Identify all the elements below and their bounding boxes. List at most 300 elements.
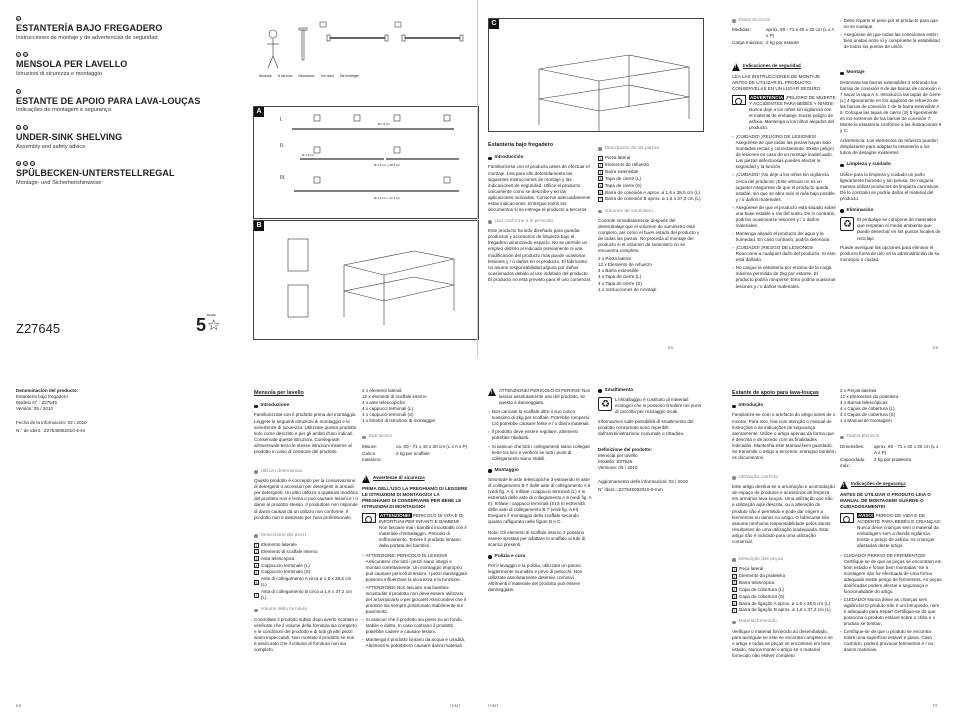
- bullet-item: [732, 172, 836, 202]
- cover-title: ESTANTE DE APOIO PARA LAVA-LOUÇAS: [16, 95, 201, 106]
- es-intro-text: Familiarícese con el producto antes de efectuar el montaje. Lea para ello detenidamente las siguientes instrucciones de montaje y las indicaciones de seguridad. Utilice el producto únicamente como se describe y en las aplicaciones indicadas. Conserve adecuadamente estas indicaciones. Entregue todos los documentos si se entrega el producto a terceros.: [488, 164, 591, 212]
- child-warning-icon: [362, 513, 376, 523]
- part-name: Barra de conexión B aprox. ø 1,6 x 37,2 cm (L): [605, 196, 701, 202]
- part-row: [598, 162, 702, 168]
- cover-subtitle: Indicações de montagem e segurança: [16, 107, 111, 114]
- list-bullet-icon: ▫: [488, 409, 490, 415]
- part-number: 5: [255, 570, 258, 575]
- list-bullet-icon: ▫: [732, 172, 734, 178]
- it-parts-heading: [254, 533, 358, 539]
- model-number: Z27645: [16, 321, 61, 336]
- tech-row: [840, 444, 942, 456]
- part-number: 2: [599, 163, 602, 168]
- es-disp-h: Eliminación: [846, 208, 874, 214]
- it-disp-text-2: Informazioni sulle possibilità di smaltimento del prodotto consumato sono reperibili dall'amministrazione comunale o cittadina.: [598, 418, 694, 436]
- es-mount-text: Desmonte las barras extensibles 3 retirando las barras de conexión 6 de las barras de conexión A 7 sacar la tapa A 4. Introduzca las tapas de cierre (L) 4 ligeramente en los agujeros de refuerzo de las barras de conexión 1 de la barra extensible A 6. Coloque las tapas de cierre (S) 5 ligeramente en los extremos de las barras de conexión 7. Monte la estantería conforme a las ilustraciones II y C.: [840, 79, 942, 134]
- flag-icons: [16, 89, 244, 94]
- part-number: 4: [255, 564, 258, 569]
- it-disp-heading: [598, 388, 702, 394]
- part-name: Peça lateral: [739, 566, 764, 572]
- supply-item: 2 x Peças laterais: [840, 388, 877, 393]
- part-row: [732, 580, 836, 586]
- bullet-text: Asegúrese de que todas las conexiones estén bien unidas entre sí y compruebe la estabilidad de todos los puntos de unión.: [843, 32, 940, 50]
- bullet-item: [488, 409, 594, 427]
- bullet-item: [840, 18, 942, 30]
- pt-supply-heading: [732, 619, 836, 625]
- part-number: 3: [733, 581, 736, 586]
- supply-item: 4 x Barra extensible: [598, 268, 639, 274]
- info-line: Versione: 05 / 2010: [598, 464, 638, 470]
- tools-caption: [259, 74, 359, 78]
- flag-icons: [16, 52, 244, 57]
- part-row: [254, 556, 358, 562]
- part-number: 2: [733, 574, 736, 579]
- bullet-text: CUIDADO! PERIGO DE FERIMENTOS! Certifique-se de que as peças se encontram em bom estado e foram bem montadas. Se a montagem não for efectuada de uma forma adequada existe perigo de ferimentos. As peças danificadas podem afectar a segurança e funcionalidade do artigo.: [843, 552, 942, 594]
- flag-icon: GB: [17, 125, 22, 130]
- part-row: [254, 576, 358, 588]
- pt-parts-heading: [732, 557, 836, 563]
- bullet-text: Debe repartir el peso por el producto para que no se vuelque.: [843, 18, 938, 30]
- part-number: 1: [733, 567, 736, 572]
- pt-supply-text: Verifique o material fornecido ao desembalado, para averiguar se este se encontra completo e se o artigo e todas as peças se encontram em bom estado. Nunca monte o artigo se o material fornecido não estiver completo.: [732, 628, 833, 659]
- pt-intro-text: Familiarize-se com o artefacto do artigo antes de o montar. Para isso, leia com atenção o manual de instruções e as indicações de segurança atentamente. Utilize o artigo apenas da forma que é descrita e de acordo com as finalidades indicadas. Mantenha este Manual bem guardado. Se transmitir o artigo a terceiros, entregue também os documentos.: [732, 412, 836, 460]
- it-mount-text: Smontate le aste telescopiche 3 estraendo le aste di collegamento B 7 dalle aste di collegamento A 6 (vedi fig. A I). Infilate i cappucci terminali (L) 4 in estremità delle aste di collegamento A 6 (vedi fig. A II). Infilate i cappucci terminali (S) 5 in estremità delle aste di collegamento B 7 (vedi fig. A III). Eseguire il montaggio dello scaffale secondo quanto raffigurato nelle figure B e C.: [488, 477, 592, 525]
- pt-safety-text: ANTES DE UTILIZAR O PRODUTO LEIA O MANUAL DE MONTAGEM! GUARDE-O CUIDADOSAMENTE!: [840, 491, 931, 510]
- part-name: Tapa de cierre (L): [605, 175, 642, 181]
- pt-child-label: AVISO!: [858, 513, 874, 519]
- recycle-icon: [598, 397, 612, 411]
- flag-icon: DE: [17, 162, 22, 166]
- page-number-b2: IT/MT: [450, 703, 461, 708]
- step-3: III.: [280, 175, 286, 181]
- part-name: Elemento de refuerzo: [605, 162, 649, 168]
- part-row: [254, 563, 358, 569]
- it-tech-heading: [362, 434, 468, 440]
- part-number: 7: [255, 593, 258, 598]
- it-col-1: [254, 388, 358, 655]
- es-note: Advertencia: Los elementos de refuerzo pueden desplazarse para adaptar la estantería a los tubos de desagüe existentes.: [840, 138, 938, 156]
- pt-intro-heading: [732, 403, 836, 409]
- es-supply-list: [598, 256, 702, 292]
- bullet-icon: [254, 405, 258, 409]
- it-info-heading: Definizione del prodotto:: [598, 446, 653, 452]
- bullet-icon: [598, 210, 602, 214]
- tool-caption-item: Sie benötigen: [339, 74, 360, 78]
- bullet-icon: [254, 534, 258, 538]
- tech-key: Dimensões:: [840, 443, 865, 449]
- tech-value: 2 kg per scaffale: [396, 450, 430, 456]
- bullet-icon: [840, 164, 844, 168]
- es-tech-heading: [732, 18, 836, 24]
- es-title: Estantería bajo fregadero: [488, 142, 554, 148]
- it-safety-heading: [362, 475, 468, 483]
- it-mount-h: Montaggio: [494, 467, 519, 473]
- es-safety-heading: [732, 63, 836, 71]
- es-child-text: ¡PELIGRO DE MUERTE Y ACCIDENTES PARA BEBÉS Y NIÑOS! Nunca deje a los niños sin vigilancia con el material de embalaje. Existe peligro de asfixia. Mantenga a los niños alejados del producto.: [749, 94, 836, 131]
- part-name: Elemento da prateleira: [739, 573, 786, 579]
- bullet-icon: [488, 157, 492, 161]
- bullet-item: [732, 134, 836, 170]
- supply-item: 4 x Barras telescópicas: [840, 400, 888, 406]
- supply-item: 4 x aste telescopiche: [362, 400, 405, 406]
- it-disp-h: Smaltimento: [604, 388, 634, 393]
- es-right-list: [840, 18, 942, 50]
- es-disp-text-2: Puede averiguar las opciones para eliminar el producto fuera de uso en la administración de su municipio o ciudad.: [840, 244, 940, 262]
- part-name: Cappuccio terminale (S): [261, 569, 311, 575]
- dim-4: Ø 1,6 cm: [302, 153, 315, 157]
- es-disp-heading: [840, 208, 942, 214]
- es-disp-block: [840, 217, 942, 241]
- tool-caption-item: Necesita: [259, 74, 272, 78]
- bullet-icon: [732, 558, 736, 562]
- list-bullet-icon: ▫: [732, 245, 734, 251]
- es-use-text: Este producto ha sido diseñado para guardar productos y accesorios de limpieza bajo el fregadero alcanzando espacio. No se permite un empleo distinto al indicado previamente ni una modificación del producto más puede ocasionar lesiones y / o daños en el producto. El fabricante no asume responsabilidad alguna por daños ocasionados debido al uso indebido del producto. El producto no está previsto para el uso comercial.: [488, 228, 592, 282]
- flag-icons: [16, 16, 244, 21]
- part-row: [732, 573, 836, 579]
- it-clean-h: Pulizia e cura: [494, 553, 526, 559]
- it-clean-heading: [488, 554, 594, 560]
- flag-icon: CH: [31, 162, 36, 166]
- list-bullet-icon: ▫: [840, 32, 842, 38]
- step-1: I.: [280, 117, 283, 123]
- bullet-icon: [598, 147, 602, 151]
- figure-c: [488, 18, 704, 132]
- part-number: 1: [599, 156, 602, 161]
- tech-value: 2 kg por estante: [766, 40, 799, 46]
- it-intro-h: Introduzione: [260, 403, 290, 409]
- bullet-icon: [732, 476, 736, 480]
- pt-col-2: [840, 388, 942, 656]
- es-parts-h: Descripción de las piezas: [604, 146, 659, 151]
- part-number: 5: [599, 184, 602, 189]
- it-info-ident: N° Ident.: Z27645052010-5-mm: [598, 487, 663, 493]
- part-number: 6: [733, 602, 736, 607]
- it-use-h: Utilizzo determinato: [260, 468, 303, 474]
- figure-c-label: C: [489, 19, 499, 29]
- dim-2: Ø 1,6 cm x 38,5 cm: [374, 163, 401, 167]
- page-number-b4: PT: [933, 703, 939, 708]
- part-name: Barra telescópica: [739, 579, 775, 585]
- es-info: [16, 388, 122, 436]
- es-col-1: [488, 140, 592, 285]
- bullet-item: [840, 553, 942, 595]
- tech-row: [732, 27, 836, 39]
- part-number: 4: [733, 588, 736, 593]
- supply-item: 1 x Manual de montagem: [840, 418, 892, 424]
- cover-subtitle: Istruzioni di sicurezza e montaggio: [16, 71, 102, 78]
- page-divider-top: [477, 0, 478, 358]
- info-line: Estantería bajo fregadero: [16, 394, 68, 400]
- es-supply-text: Controle inmediatamente después del desembalaje que el volumen de suministro esté completo, así como el buen estado del producto y de todas las piezas. No proceda al montaje del producto si el volumen de suministro no se encuentra completo.: [598, 217, 700, 254]
- es-supply-heading: [598, 209, 702, 215]
- flag-icon: IT: [17, 53, 20, 58]
- bullet-icon: [488, 220, 492, 224]
- pt-tech-heading: [840, 434, 942, 440]
- bullet-icon: [732, 621, 736, 625]
- pt-col-1: [732, 388, 836, 661]
- supply-item: 12 x Elementos da prateleira: [840, 394, 899, 400]
- it-info-list: [598, 453, 702, 471]
- bullet-text: ATTENZIONE! Non lasciare mai bambini incustoditi! Il prodotto non deve essere utilizzato per arrampicarsi o per giocare! Assicuratevi che il prodotto sia sempre posizionato stabilmente sul pavimento.: [365, 584, 466, 615]
- part-name: Barra de ligação A aprox. ø 1,6 x 38,5 cm (L): [739, 600, 831, 606]
- supply-item: 4 x Capas de cobertura (L): [840, 406, 895, 412]
- it-supply-h: Volume della fornitura: [260, 607, 307, 613]
- supply-item: 4 x cappucci terminali (S): [362, 412, 414, 418]
- part-name: Barra de conexión A aprox. ø 1,6 x 38,5 cm (L): [605, 189, 700, 195]
- part-name: Barra de ligação B aprox. ø 1,6 x 37,2 cm (L): [739, 607, 831, 613]
- part-row: [598, 169, 702, 175]
- flag-icon: MT: [24, 125, 29, 130]
- tech-row: [362, 451, 468, 463]
- tech-value: aprox. 60 - 71 x 40 x 30 cm (L x A x P): [874, 443, 939, 455]
- page-number-b1: ES: [16, 703, 22, 708]
- es-safety-list: [732, 134, 836, 290]
- list-bullet-icon: ▫: [732, 204, 734, 210]
- pt-title: Estante de apoio para lava-louças: [732, 390, 819, 396]
- it-col-2: [362, 388, 468, 651]
- supply-item: 4 x Capas de cobertura (S): [840, 412, 896, 418]
- es-child-label: ADVERTENCIA: [750, 94, 784, 100]
- tech-row: [732, 40, 836, 46]
- list-bullet-icon: ▫: [840, 552, 842, 558]
- flag-icons: [16, 125, 244, 130]
- supply-item: 2 x Pieza lateral: [598, 256, 631, 262]
- part-row: [254, 542, 358, 548]
- es-tech-h: Datos técnicos: [738, 18, 770, 23]
- info-line: Modelo N°.: Z27645: [16, 400, 57, 406]
- cover-title: SPÜLBECKEN-UNTERSTELLREGAL: [16, 168, 175, 178]
- it-use-heading: [254, 469, 358, 475]
- part-name: Cappuccio terminale (L): [261, 562, 310, 568]
- flag-icon: ES: [17, 17, 22, 21]
- bullet-icon: [488, 555, 492, 559]
- page-number-right: ES: [933, 345, 939, 350]
- it-safety-list: [362, 553, 468, 650]
- part-number: 2: [255, 550, 258, 555]
- supply-item: 12 x Elemento de refuerzo: [598, 262, 652, 268]
- it-right-list: [488, 409, 594, 462]
- warranty-years: 5: [196, 315, 207, 335]
- cover-title: MENSOLA PER LAVELLO: [16, 59, 128, 70]
- es-col-3: [732, 18, 836, 292]
- part-number: 6: [599, 191, 602, 196]
- pt-supply-list: [840, 388, 942, 424]
- tech-value: ca. 60 - 71 x 40 x 30 cm (L x A x P): [396, 443, 468, 449]
- list-bullet-icon: ▫: [840, 18, 842, 23]
- it-supply-text: Controllate il prodotto subito dopo averlo scartato e verificate che il volume della fornitura sia completo e le condizioni del prodotto e di tutti gli altri pezzi siano impeccabili. Non montate il prodotto se non è assicurato che il volume di fornitura non sia completo.: [254, 616, 358, 652]
- es-clean-h: Limpieza y cuidado: [846, 162, 891, 168]
- es-clean-heading: [840, 162, 942, 168]
- es-mount-h: Montaje: [846, 70, 865, 76]
- tech-key: Medidas:: [732, 27, 751, 33]
- part-name: Capa de cobertura (L): [739, 586, 784, 592]
- figure-tools: [255, 18, 475, 88]
- pt-use-heading: [732, 475, 836, 481]
- part-row: [732, 594, 836, 600]
- it-disp-text: L'imballaggio è costituito di materiali ecologici che si possono smaltire nei punti di raccolta per riciclaggio locali.: [615, 397, 701, 415]
- part-row: [598, 183, 702, 189]
- bullet-icon: [732, 405, 736, 409]
- it-supply-list: [362, 388, 468, 424]
- list-bullet-icon: ▫: [488, 443, 490, 449]
- part-name: Asta di collegamento A circa ø 1,6 x 38,5 cm (L): [260, 576, 352, 588]
- supply-item: 4 x Tapa de cierre (L): [598, 274, 642, 280]
- part-number: 4: [599, 177, 602, 182]
- step-2: II.: [280, 143, 285, 149]
- part-name: Elemento laterale: [261, 541, 297, 547]
- pt-child-text: PERIGO DE VIDA E DE ACIDENTE PARA BEBÉS E CRIANÇAS! Nunca deixe crianças sem o material da embalagem sem a devida vigilância. Existe o perigo de asfixia. As crianças afastadas deste artigo.: [857, 513, 941, 549]
- tech-key: Misure:: [362, 443, 378, 449]
- it-child-warning: [362, 513, 468, 549]
- es-col-4: [840, 18, 942, 265]
- page-number-b3: IT/MT: [488, 703, 499, 708]
- flag-icon: PT: [17, 89, 21, 94]
- supply-item: 2 x elementi laterali: [362, 388, 402, 393]
- tech-key: Carico massimo:: [362, 450, 382, 462]
- es-mount-heading: [840, 70, 942, 76]
- es-child-warning: [732, 95, 836, 131]
- list-bullet-icon: ▫: [840, 629, 842, 635]
- bullet-icon: [488, 469, 492, 473]
- bullet-text: ¡CUIDADO! ¡RIESGO DE LESIONES! Reaccione a cualquier daño del producto. Si éste está dañado.: [735, 245, 836, 263]
- warranty-badge: [196, 313, 221, 335]
- bullet-text: Mantenga il prodotto lontano da acqua e umidità. Altrimenti si potrebbero causare danni materiali.: [365, 637, 466, 649]
- bullet-text: ¡CUIDADO! ¡PELIGRO DE LESIONES! Asegúrese de que todas las piezas hayan sido montadas rectas y correctamente. Existe peligro de lesiones en caso de un montaje inadecuado. Las piezas defectuosas pueden afectar la seguridad y la función.: [735, 134, 834, 170]
- info-line: Modello: Z27645: [598, 458, 633, 464]
- it-parts-list: [254, 542, 358, 601]
- figure-a: [253, 106, 479, 219]
- es-parts-heading: [598, 146, 702, 152]
- bullet-text: Asegúrese de que el producto está situado sobre una base estable a ras del suelo. De lo contrario, podrían ocasionarse lesiones y / o daños materiales.: [735, 204, 836, 228]
- part-row: [732, 601, 836, 607]
- figure-b-svg: [254, 221, 480, 341]
- pt-child-warning: [840, 513, 942, 549]
- part-row: [254, 549, 358, 555]
- pt-use-text: Este artigo destina-se à arrumação e acomodação de espaço de produtos e acessórios de limpeza em armários lava-louças. Uma utilização que não a utilização aqui descrita, ou a alteração do produto não é permitida e pode dar origem a ferimentos ou danos no artigo. O fabricante não assume nenhuma responsabilidade pelos danos resultantes de uma utilização inadequada. Este artigo não é indicado para uma utilização comercial.: [732, 484, 835, 544]
- it-supply-heading: [254, 607, 358, 613]
- tech-row: [362, 444, 468, 450]
- es-intro-h: Introducción: [494, 155, 524, 161]
- part-row: [598, 190, 702, 196]
- list-bullet-icon: ▫: [488, 429, 490, 435]
- es-clean-text: Utilice para la limpieza y cuidado un paño ligeramente húmedo y sin pelusa. De ninguna manera utilizar productos de limpieza corrosivos. De lo contrario se podría dañar el material del producto.: [840, 171, 940, 201]
- cover-title: ESTANTERÍA BAJO FREGADERO: [16, 23, 163, 33]
- tech-key: Capacidade máx.:: [840, 456, 865, 468]
- part-row: [598, 196, 702, 202]
- child-warning-icon: [840, 513, 854, 523]
- figure-b-label: B: [254, 221, 264, 231]
- cover-title: UNDER-SINK SHELVING: [16, 131, 123, 142]
- bottom-spread: [0, 358, 954, 716]
- bullet-icon: [840, 209, 844, 213]
- list-bullet-icon: ▫: [732, 231, 734, 237]
- warning-icon: [840, 481, 848, 489]
- list-bullet-icon: ▫: [732, 134, 734, 140]
- es-safety-h: Indicaciones de seguridad: [743, 62, 801, 68]
- pt-safety-heading: [840, 481, 942, 489]
- child-warning-icon: [732, 95, 746, 105]
- it-title: Mensola per lavello: [254, 390, 304, 396]
- it-disp-block: [598, 397, 702, 415]
- it-safety-text: PRIMA DELL'USO LA PREGHIAMO DI LEGGERE LE ISTRUZIONI DI MONTAGGIO! LA PREGHIAMO DI CONSERVARE PER BENE LE ISTRUZIONI DI MONTAGGIO!: [362, 485, 468, 510]
- part-name: Asta telescopica: [261, 555, 295, 561]
- dim-3: Ø 1,6 cm x 37,2 cm: [374, 196, 401, 200]
- es-info-ident: N.° de ident.: Z27645052010-5-es: [16, 428, 86, 434]
- cover-language-titles: [16, 16, 244, 187]
- part-number: 7: [733, 608, 736, 613]
- cover-subtitle: Instrucciones de montaje y de advertencias de seguridad: [16, 34, 158, 41]
- bullet-icon: [254, 470, 258, 474]
- cover-subtitle: Assembly and safety advice: [16, 143, 86, 150]
- it-tech-h: Dati tecnici: [368, 434, 392, 440]
- bullet-item: [488, 429, 594, 441]
- part-row: [732, 566, 836, 572]
- pt-tech-table: [840, 444, 942, 469]
- bullet-text: Si assicuri che il prodotto sia posto su un fondo stabile e diritto. In caso contrario il prodotto potrebbe cadere e causare lesioni.: [365, 617, 462, 635]
- part-number: 7: [599, 198, 602, 203]
- bullet-text: Certifique-se de que o produto se encontra sobre uma superfície estável e plana. Caso contrário, poderá provocar ferimentos e / ou danos materiais.: [843, 629, 934, 653]
- part-row: [598, 176, 702, 182]
- supply-item: 1 x Instrucciones de montaje: [598, 286, 657, 292]
- tool-caption-item: Vi servono: [277, 74, 293, 78]
- cover: [16, 16, 244, 197]
- bullet-icon: [254, 609, 258, 613]
- bullet-text: ¡CUIDADO! ¡No deje a los niños sin vigilancia cerca del producto! ¡Este artículo no es un juguete! Asegúrese de que el producto queda estable, sin que se abra solo el más bajo posible y / o daños materiales.: [735, 172, 835, 202]
- bullet-item: [362, 617, 468, 635]
- bullet-text: Il prodotto deve essere regolare, altrimenti potrebbe ribaltarsi.: [491, 429, 578, 441]
- es-intro-heading: [488, 155, 592, 161]
- part-name: Tapa de cierre (S): [605, 182, 642, 188]
- es-safety-text: LEA LAS INSTRUCCIONES DE MONTAJE ANTES DE UTILIZAR EL PRODUCTO. CONSÉRVELAS EN UN LUGAR SEGURO.: [732, 73, 822, 91]
- es-supply-h: Volumen de suministro: [604, 208, 654, 214]
- pt-use-h: Utilização correcta: [738, 474, 778, 480]
- pt-supply-h: Material fornecido: [738, 619, 777, 625]
- it-child-label: ATTENZIONE!: [380, 513, 411, 519]
- tool-caption-item: You need: [320, 74, 334, 78]
- flag-icon: AT: [24, 162, 28, 166]
- tech-row: [840, 457, 942, 469]
- bullet-text: ATTENZIONE! PERICOLO DI LESIONI! Assicuratevi che tutti i pezzi siano integri e montati correttamente. Un montaggio improprio può causare pericoli di lesioni. I pezzi danneggiati possono influenzare la sicurezza e la funzione.: [365, 552, 467, 582]
- bullet-item: [840, 597, 942, 627]
- it-info-date: Aggiornamento delle informazioni: 02 / 2010: [598, 478, 688, 484]
- bullet-item: [362, 553, 468, 583]
- part-name: Pieza lateral: [605, 155, 631, 161]
- it-note: Nota: Gli elementi di scaffale interno 2 possono essere spostati per adattare lo scaffale ai tubi di scarico presenti.: [488, 529, 586, 547]
- es-tech-table: [732, 27, 836, 46]
- it-clean-text: Per il lavaggio e la pulizia, utilizzate un panno leggermente inumidito e privo di pelucchi. Non utilizzate assolutamente detersivi corrosivi. Altrimenti il materiale del prodotto può essere danneggiato.: [488, 563, 583, 593]
- part-row: [732, 587, 836, 593]
- es-info-list: [16, 394, 122, 412]
- info-line: Versión: 05 / 2010: [16, 406, 54, 412]
- bullet-icon: [840, 72, 844, 76]
- es-disp-text: El embalaje se compone de materiales que respetan el medio ambiente que puede desechar en los puntos locales de reciclaje.: [857, 217, 941, 241]
- bullet-item: [488, 444, 594, 462]
- pt-tech-h: Dados técnicos: [846, 434, 880, 440]
- es-use-h: Uso conforme a lo prescrito: [494, 218, 554, 224]
- pt-parts-h: Descrição das peças: [738, 556, 784, 562]
- figure-c-svg: [489, 19, 705, 133]
- part-row: [598, 155, 702, 161]
- it-parts-h: Descrizione dei pezzi: [260, 532, 306, 538]
- part-row: [254, 569, 358, 575]
- es-use-heading: [488, 219, 592, 225]
- flag-icon: MT: [24, 53, 29, 58]
- star-icon: ☆: [207, 317, 221, 334]
- dim-1: Ø 1,6 cm: [378, 122, 391, 126]
- list-bullet-icon: ▫: [362, 637, 364, 643]
- list-bullet-icon: ▫: [362, 552, 364, 558]
- pt-safety-h: Indicações de segurança: [851, 480, 906, 486]
